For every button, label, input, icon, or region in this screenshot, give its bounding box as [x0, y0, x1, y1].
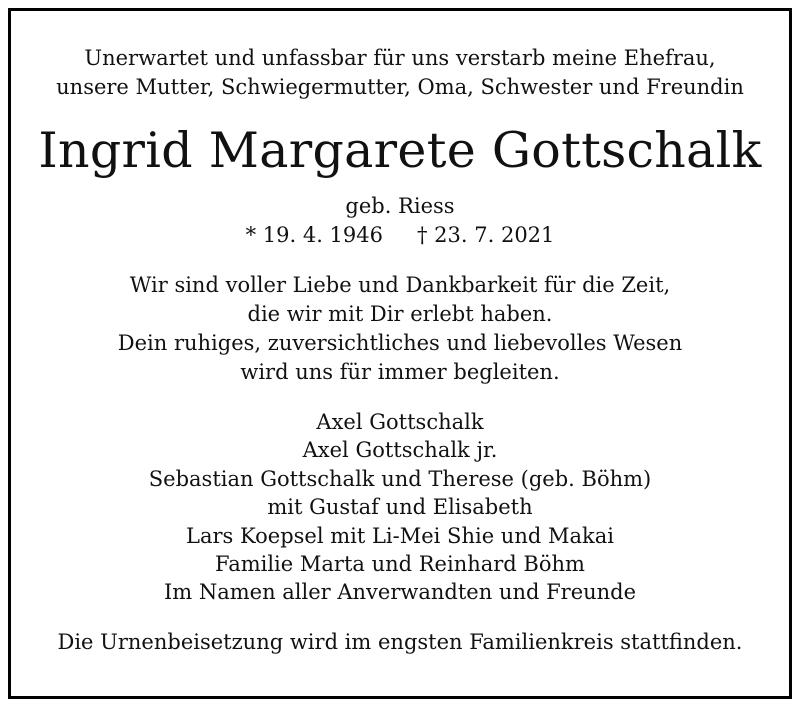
mourner-line: Familie Marta und Reinhard Böhm	[215, 552, 585, 576]
mourner-line: Sebastian Gottschalk und Therese (geb. Böhm)	[148, 467, 652, 491]
mourner-line: Axel Gottschalk jr.	[302, 438, 498, 462]
deceased-name: Ingrid Margarete Gottschalk	[38, 122, 762, 179]
verse-line-2: die wir mit Dir erlebt haben.	[247, 302, 553, 326]
mourner-line: Axel Gottschalk	[316, 410, 484, 434]
verse-line-1: Wir sind voller Liebe und Dankbarkeit für die Zeit,	[129, 273, 671, 297]
mourner-line: Im Namen aller Anverwandten und Freunde	[163, 580, 637, 604]
verse-line-3: Dein ruhiges, zuversichtliches und liebevolles Wesen	[117, 331, 683, 355]
intro-line-2: unsere Mutter, Schwiegermutter, Oma, Schwester und Freundin	[56, 75, 744, 99]
mourner-line: mit Gustaf und Elisabeth	[267, 495, 533, 519]
birth-name: geb. Riess	[345, 194, 455, 218]
verse-line-4: wird uns für immer begleiten.	[240, 360, 560, 384]
death-date: † 23. 7. 2021	[417, 223, 555, 247]
life-dates	[0, 223, 800, 247]
mourner-line: Lars Koepsel mit Li-Mei Shie und Makai	[186, 524, 614, 548]
birth-date: * 19. 4. 1946	[245, 223, 383, 247]
closing-note: Die Urnenbeisetzung wird im engsten Familienkreis stattfinden.	[57, 630, 743, 654]
intro-line-1: Unerwartet und unfassbar für uns verstarb meine Ehefrau,	[84, 46, 716, 70]
